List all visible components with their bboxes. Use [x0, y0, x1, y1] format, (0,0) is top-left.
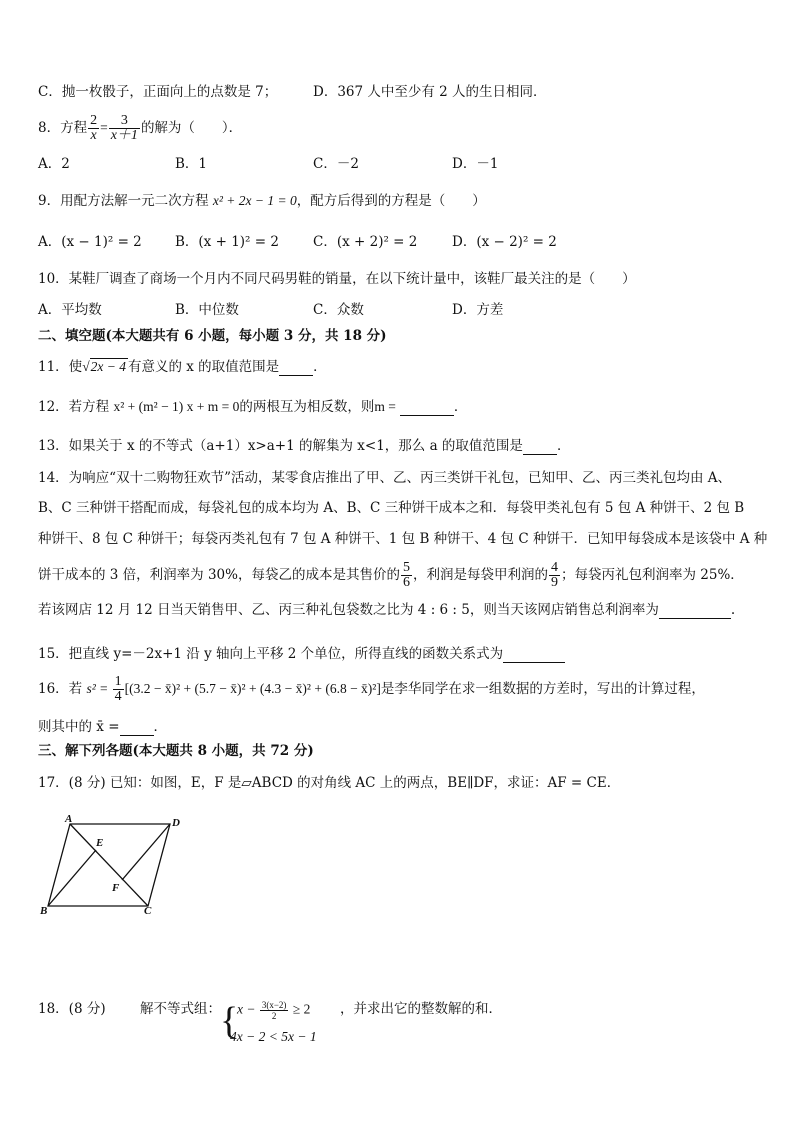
q8-option-a: A．2 — [38, 156, 70, 172]
q8-prefix: 8．方程 — [38, 120, 88, 136]
q15-text: 15．把直线 y=－2x+1 沿 y 轴向上平移 2 个单位，所得直线的函数关系式为 — [38, 646, 504, 662]
q8-lhs-num: 2 — [90, 113, 98, 128]
q8-lhs-den: x — [90, 128, 97, 143]
q15-stem — [38, 645, 565, 663]
q16-prefix: 16．若 — [38, 681, 87, 697]
q8-eq: = — [100, 120, 108, 135]
q9-option-c: C．(x + 2)² = 2 — [313, 234, 418, 250]
q11-answer-blank[interactable] — [279, 361, 313, 376]
q12-end: ． — [453, 399, 468, 415]
q13-end: ． — [556, 438, 571, 454]
q13-text: 13．如果关于 x 的不等式（a+1）x>a+1 的解集为 x<1，那么 a 的取值范围是 — [38, 438, 523, 454]
q16-s2: s² = — [86, 681, 112, 696]
q15-answer-blank[interactable] — [503, 648, 565, 663]
q8-option-b: B．1 — [175, 156, 208, 172]
diagonal-ac — [70, 824, 148, 906]
q14-frac1-den: 6 — [402, 575, 410, 590]
q11-stem — [38, 358, 327, 376]
q7-option-d: D．367 人中至少有 2 人的生日相同． — [313, 84, 547, 100]
q18-ineq1-num: 3(x−2) — [261, 1000, 287, 1010]
q8-rhs-den: x＋1 — [110, 128, 138, 143]
label-c: C — [144, 905, 152, 917]
q11-sqrt: √2x − 4 — [82, 359, 126, 374]
q16-expression: [(3.2 − x̄)² + (5.7 − x̄)² + (4.3 − x̄)² + (6.8 − x̄)²] — [124, 681, 381, 696]
q13-answer-blank[interactable] — [523, 440, 557, 455]
q18-ineq1-den: 2 — [271, 1011, 277, 1021]
q16-end: ． — [153, 719, 168, 735]
q9-stem-suffix: ，配方后得到的方程是（ ） — [296, 193, 486, 209]
label-b: B — [40, 905, 48, 917]
q18-brace: { — [220, 1000, 239, 1042]
q14-line-4-b: ，利润是每袋甲利润的 — [412, 567, 548, 583]
q12-stem — [38, 398, 467, 416]
q10-option-c: C．众数 — [313, 302, 364, 318]
q9-option-a: A．(x − 1)² = 2 — [38, 234, 142, 250]
q8-rhs-num: 3 — [109, 114, 140, 129]
q14-line-1: 14．为响应“双十二购物狂欢节”活动，某零食店推出了甲、乙、丙三类饼干礼包，已知甲、乙、丙三类礼包均由 A、 — [38, 470, 732, 486]
q14-line-4-c: ；每袋丙礼包利润率为 25%． — [560, 567, 744, 583]
section-2-heading: 二、填空题(本大题共有 6 小题，每小题 3 分，共 18 分) — [38, 328, 387, 344]
q16-frac-num: 1 — [114, 674, 122, 689]
q14-frac2-num: 4 — [550, 560, 558, 575]
q7-option-c: C．抛一枚骰子，正面向上的点数是 7； — [38, 84, 278, 100]
section-3-heading: 三、解下列各题(本大题共 8 小题，共 72 分) — [38, 743, 314, 759]
q8-option-d: D．－1 — [452, 156, 499, 172]
q14-line-2: B、C 三种饼干搭配而成，每袋礼包的成本均为 A、B、C 三种饼干成本之和．每袋甲类礼包有 5 包 A 种饼干、2 包 B — [38, 500, 745, 516]
q16-frac-den: 4 — [114, 689, 122, 704]
q8-stem — [38, 111, 242, 145]
q11-suffix: 有意义的 x 的取值范围是 — [127, 359, 280, 375]
q9-stem — [38, 192, 486, 210]
q8-option-c: C．－2 — [313, 156, 359, 172]
q18-inequality-2: 4x − 2 < 5x − 1 — [230, 1029, 317, 1044]
q12-equation: x² + (m² − 1) x + m = 0 — [113, 399, 240, 414]
q14-fraction-4-9 — [549, 561, 560, 590]
label-e: E — [96, 837, 104, 849]
q16-answer-blank[interactable] — [120, 721, 154, 736]
q14-line-5: 若该网店 12 月 12 日当天销售甲、乙、丙三种礼包袋数之比为 4 : 6 : 5，则当天该网店销售总利润率为 . — [38, 602, 736, 618]
q11-end: ． — [313, 359, 327, 375]
q9-option-b: B．(x + 1)² = 2 — [175, 234, 279, 250]
q13-stem — [38, 437, 570, 455]
q14-fraction-5-6 — [401, 561, 412, 590]
q10-option-d: D．方差 — [452, 302, 504, 318]
q18-ineq1-fraction — [260, 1000, 289, 1021]
q10-option-b: B．中位数 — [175, 302, 239, 318]
q12-prefix: 12．若方程 — [38, 399, 114, 415]
q14-answer-blank[interactable] — [659, 604, 731, 619]
q12-mid: 的两根互为相反数，则 — [239, 399, 375, 415]
q11-prefix: 11．使 — [38, 359, 83, 375]
q14-line-4 — [38, 558, 744, 592]
q8-suffix: 的解为（ ）． — [140, 120, 243, 136]
q14-frac2-den: 9 — [550, 575, 558, 590]
q9-stem-prefix: 9．用配方法解一元二次方程 — [38, 193, 213, 209]
q9-option-d: D．(x − 2)² = 2 — [452, 234, 557, 250]
q8-rhs-fraction — [109, 114, 140, 143]
q16-line-2 — [38, 718, 167, 736]
label-d: D — [172, 817, 180, 829]
q18-inequality-1 — [237, 1000, 310, 1021]
q14-line-4-a: 饼干成本的 3 倍，利润率为 30%，每袋乙的成本是其售价的 — [38, 567, 400, 583]
label-f: F — [112, 882, 120, 894]
q10-stem: 10．某鞋厂调查了商场一个月内不同尺码男鞋的销量，在以下统计量中，该鞋厂最关注的是（ ） — [38, 271, 636, 287]
q18-ineq1-b: ≥ 2 — [289, 1001, 311, 1017]
q11-radicand: 2x − 4 — [90, 359, 126, 374]
q12-answer-blank[interactable] — [400, 401, 454, 416]
q14-line-3: 种饼干、8 包 C 种饼干；每袋丙类礼包有 7 包 A 种饼干、1 包 B 种饼干、4 包 C 种饼干．已知甲每袋成本是该袋中 A 种 — [38, 531, 768, 547]
q18-mid: 解不等式组： — [140, 1001, 221, 1017]
q12-var: m = — [374, 399, 396, 414]
q16-stem — [38, 672, 705, 706]
q16-suffix: 是李华同学在求一组数据的方差时，写出的计算过程， — [380, 681, 705, 697]
q14-frac1-num: 5 — [402, 560, 410, 575]
q16-line-2-text: 则其中的 x̄ = — [38, 719, 120, 735]
parallelogram-figure — [36, 812, 196, 918]
q16-fraction — [113, 675, 124, 704]
q8-lhs-fraction — [88, 114, 99, 143]
label-a: A — [65, 813, 73, 825]
q14-line-5-text: 若该网店 12 月 12 日当天销售甲、乙、丙三种礼包袋数之比为 4 : 6 : 5，则当天该网店销售总利润率为 — [38, 602, 659, 618]
q18-prefix: 18．(8 分) — [38, 1001, 106, 1017]
q10-option-a: A．平均数 — [38, 302, 102, 318]
q18-suffix: ，并求出它的整数解的和． — [340, 1001, 502, 1017]
q17-stem: 17．(8 分) 已知：如图，E，F 是▱ABCD 的对角线 AC 上的两点，BE∥DF，求证：AF = CE． — [38, 775, 621, 791]
q18-ineq1-a: x − — [237, 1001, 259, 1017]
q9-equation: x² + 2x − 1 = 0 — [212, 193, 297, 208]
